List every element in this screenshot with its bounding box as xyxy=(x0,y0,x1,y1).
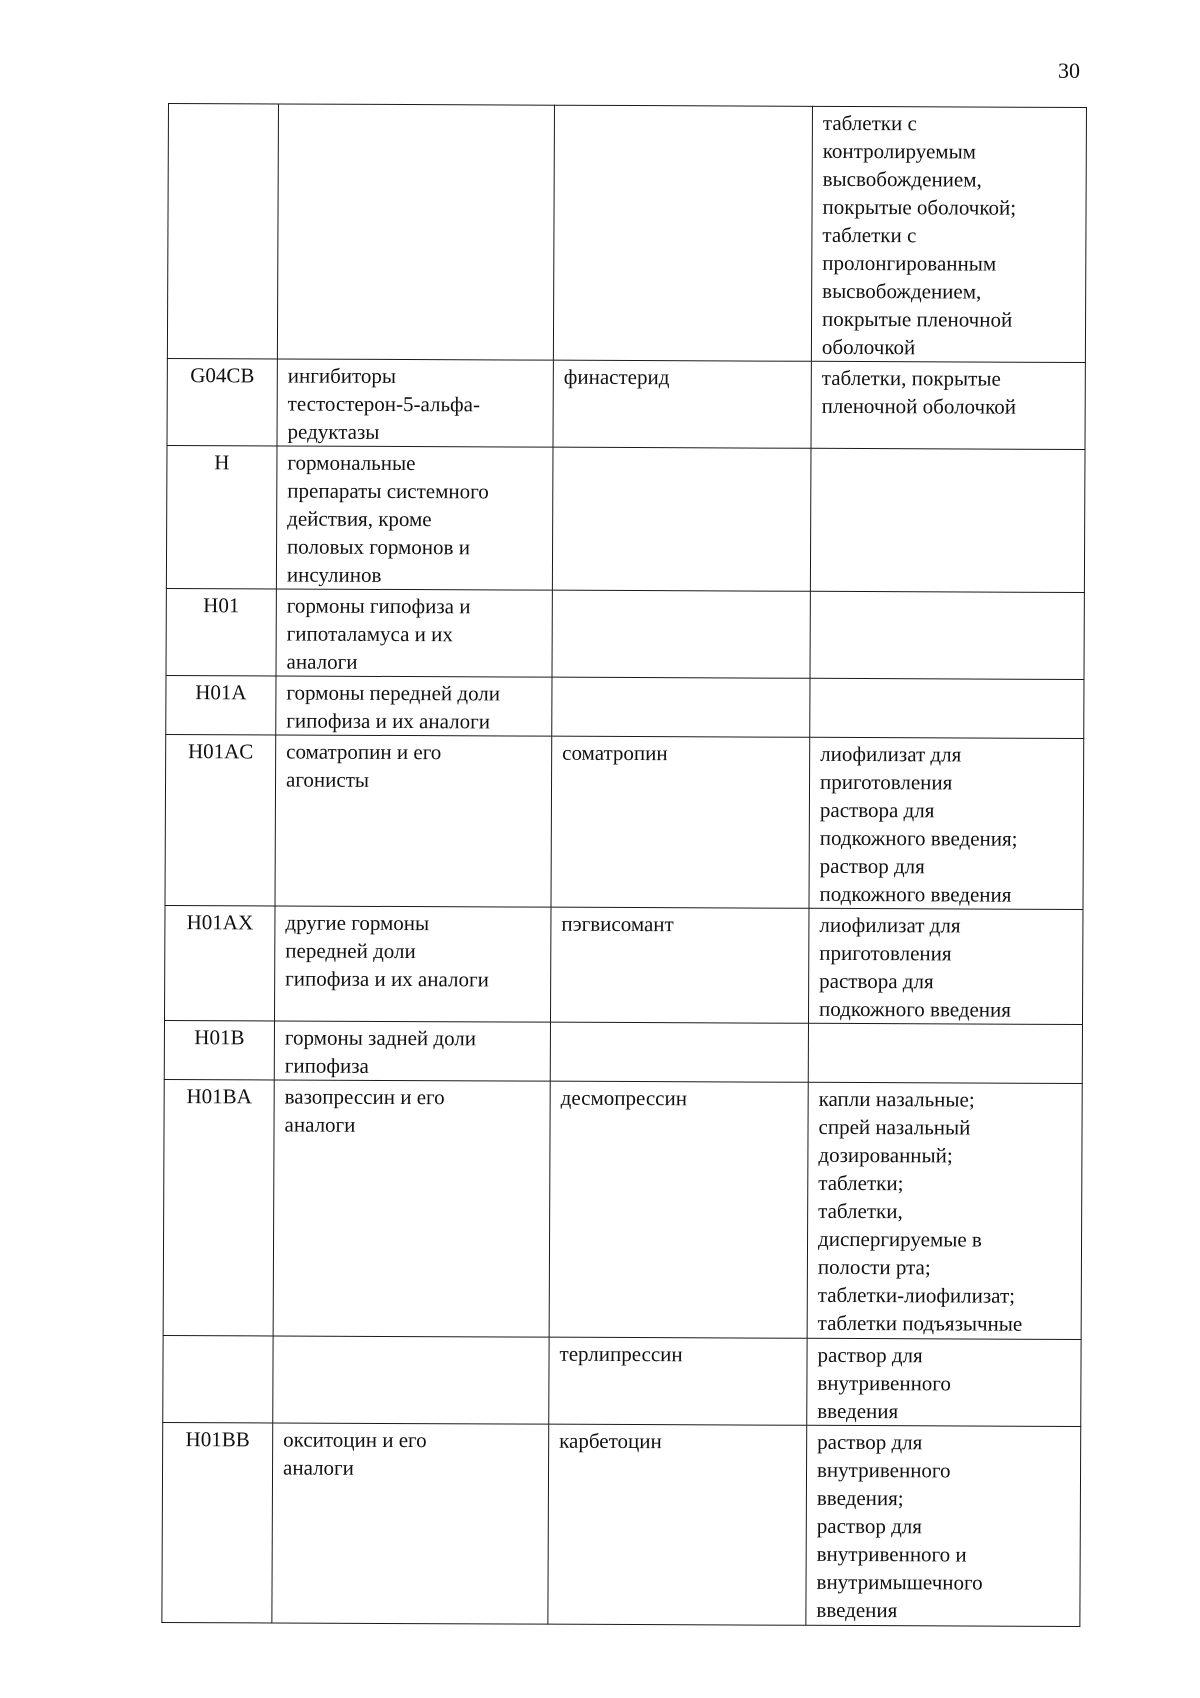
table-row xyxy=(165,734,1084,909)
drug-name-cell xyxy=(552,590,810,678)
dosage-form-cell: таблетки, покрытые пленочной оболочкой xyxy=(811,361,1085,449)
drug-name-cell xyxy=(552,677,810,737)
table-row xyxy=(162,1422,1081,1626)
dosage-form-cell xyxy=(810,591,1084,679)
atc-code-cell: G04CB xyxy=(167,358,277,445)
table-row xyxy=(163,1079,1082,1339)
anatomical-group-cell: гормоны гипофиза и гипоталамуса и их аналоги xyxy=(276,589,552,677)
drug-name-cell: десмопрессин xyxy=(549,1081,808,1338)
table-row xyxy=(166,588,1084,679)
atc-code-cell: H01AC xyxy=(165,734,276,905)
dosage-form-cell: капли назальные; спрей назальный дозированный; таблетки; таблетки, диспергируемые в полости рта; таблетки-лиофилизат; таблетки подъязычные xyxy=(807,1082,1082,1339)
drug-name-cell: финастерид xyxy=(553,360,811,448)
table-row xyxy=(166,675,1084,738)
anatomical-group-cell: гормоны передней доли гипофиза и их аналоги xyxy=(276,676,552,736)
atc-code-cell: H01AX xyxy=(164,905,275,1020)
anatomical-group-cell: окситоцин и его аналоги xyxy=(272,1423,549,1624)
dosage-form-cell: раствор для внутривенного введения xyxy=(807,1338,1081,1426)
atc-code-cell: H01A xyxy=(166,675,276,734)
drug-classification-table xyxy=(161,103,1087,1627)
atc-code-cell: H01BA xyxy=(163,1079,274,1335)
dosage-form-cell: раствор для внутривенного введения; раствор для внутривенного и внутримышечного введения xyxy=(806,1425,1081,1626)
anatomical-group-cell xyxy=(273,1336,549,1424)
page-number: 30 xyxy=(1058,58,1080,83)
drug-name-cell xyxy=(553,105,812,361)
anatomical-group-cell: вазопрессин и его аналоги xyxy=(273,1080,550,1337)
drug-name-cell xyxy=(550,1022,808,1082)
table-row xyxy=(163,1335,1081,1426)
anatomical-group-cell: гормональные препараты системного действия, кроме половых гормонов и инсулинов xyxy=(276,446,553,590)
atc-code-cell: H01B xyxy=(164,1020,274,1079)
dosage-form-cell: лиофилизат для приготовления раствора для подкожного введения xyxy=(808,908,1082,1024)
drug-name-cell xyxy=(552,447,811,591)
dosage-form-cell xyxy=(810,678,1084,738)
anatomical-group-cell: другие гормоны передней доли гипофиза и их аналоги xyxy=(274,906,550,1022)
atc-code-cell xyxy=(163,1335,273,1422)
atc-code-cell xyxy=(167,104,278,359)
table-row xyxy=(166,445,1085,592)
table-row xyxy=(164,905,1082,1024)
drug-name-cell: соматропин xyxy=(551,736,810,908)
atc-code-cell: H01 xyxy=(166,588,276,675)
dosage-form-cell xyxy=(808,1023,1082,1083)
dosage-form-cell: лиофилизат для приготовления раствора для подкожного введения; раствор для подкожного введения xyxy=(809,737,1084,909)
drug-name-cell: терлипрессин xyxy=(549,1337,807,1425)
dosage-form-cell: таблетки с контролируемым высвобождением, покрытые оболочкой; таблетки с пролонгированным высвобождением, покрытые пленочной оболочкой xyxy=(811,106,1086,362)
anatomical-group-cell: соматропин и его агонисты xyxy=(275,735,552,907)
dosage-form-cell xyxy=(810,448,1085,592)
table-row xyxy=(167,104,1086,363)
anatomical-group-cell: ингибиторы тестостерон-5-альфа- редуктазы xyxy=(277,359,553,447)
table-row xyxy=(167,358,1085,449)
drug-name-cell: пэгвисомант xyxy=(550,907,808,1023)
drug-name-cell: карбетоцин xyxy=(548,1424,807,1625)
anatomical-group-cell xyxy=(277,104,554,360)
table-row xyxy=(164,1020,1082,1083)
atc-code-cell: H01BB xyxy=(162,1422,273,1622)
atc-code-cell: H xyxy=(166,445,277,588)
anatomical-group-cell: гормоны задней доли гипофиза xyxy=(274,1021,550,1081)
